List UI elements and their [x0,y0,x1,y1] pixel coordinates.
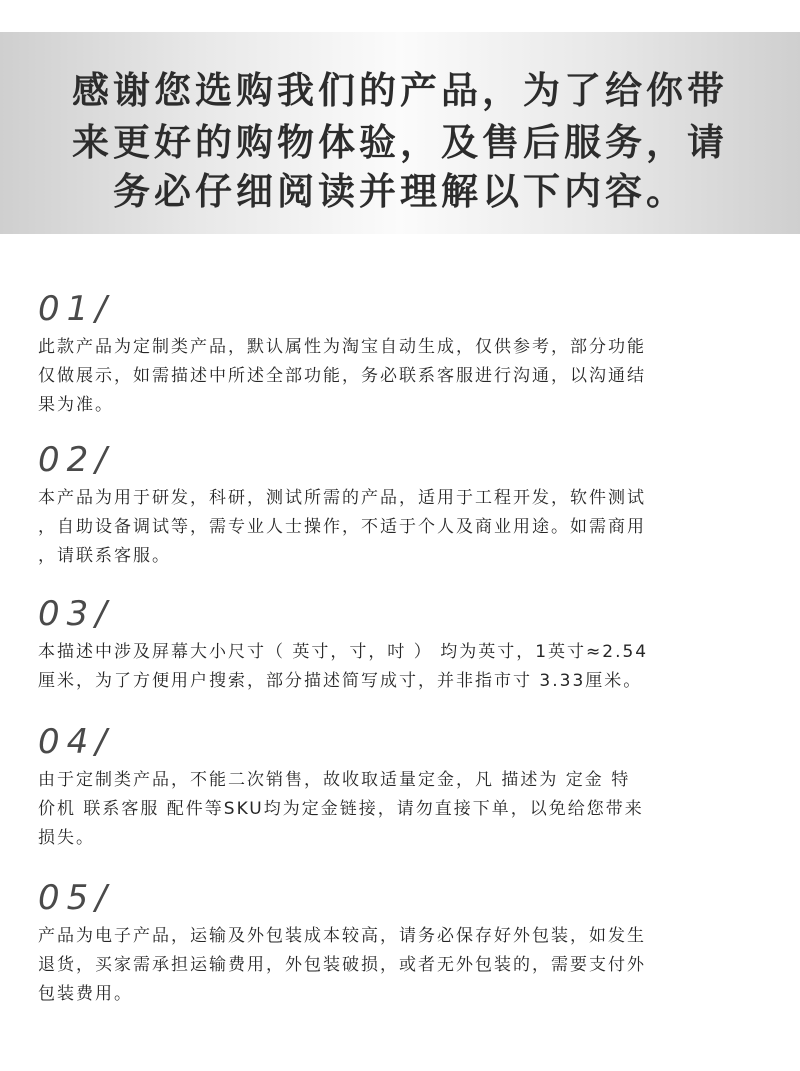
header-line-1: 感谢您选购我们的产品，为了给你带 [72,69,728,112]
section-text-line: 价机 联系客服 配件等SKU均为定金链接，请勿直接下单，以免给您带来 [38,799,644,819]
section-01 [38,289,762,420]
section-text [38,638,762,696]
section-text [38,922,762,1009]
section-text-line: 此款产品为定制类产品，默认属性为淘宝自动生成，仅供参考，部分功能 [38,337,646,357]
section-05 [38,878,762,1009]
section-text [38,484,762,571]
section-number: 01/ [38,289,114,329]
section-text-line: 果为准。 [38,395,114,415]
section-02 [38,440,762,571]
section-number: 04/ [38,722,114,762]
section-text [38,766,762,853]
section-text-line: 本产品为用于研发，科研，测试所需的产品，适用于工程开发，软件测试 [38,488,646,508]
section-text-line: 仅做展示，如需描述中所述全部功能，务必联系客服进行沟通，以沟通结 [38,366,646,386]
section-text-line: 退货，买家需承担运输费用，外包装破损，或者无外包装的，需要支付外 [38,955,646,975]
section-text-line: 由于定制类产品，不能二次销售，故收取适量定金，凡 描述为 定金 特 [38,770,631,790]
section-number: 02/ [38,440,114,480]
section-text-line: ，自助设备调试等，需专业人士操作，不适于个人及商业用途。如需商用 [38,517,646,537]
section-number: 05/ [38,878,114,918]
header-line-2: 来更好的购物体验，及售后服务，请 [72,121,728,164]
section-text-line: 厘米，为了方便用户搜索，部分描述简写成寸，并非指市寸 3.33厘米。 [38,671,643,691]
section-text [38,333,762,420]
section-text-line: 本描述中涉及屏幕大小尺寸（ 英寸，寸，吋 ） 均为英寸，1英寸≈2.54 [38,642,649,662]
section-text-line: ，请联系客服。 [38,546,171,566]
header-banner [0,32,800,234]
section-number: 03/ [38,594,114,634]
section-text-line: 包装费用。 [38,984,133,1004]
header-line-3: 务必仔细阅读并理解以下内容。 [113,170,687,213]
section-03 [38,594,762,696]
section-text-line: 产品为电子产品，运输及外包装成本较高，请务必保存好外包装，如发生 [38,926,646,946]
section-text-line: 损失。 [38,828,95,848]
section-04 [38,722,762,853]
